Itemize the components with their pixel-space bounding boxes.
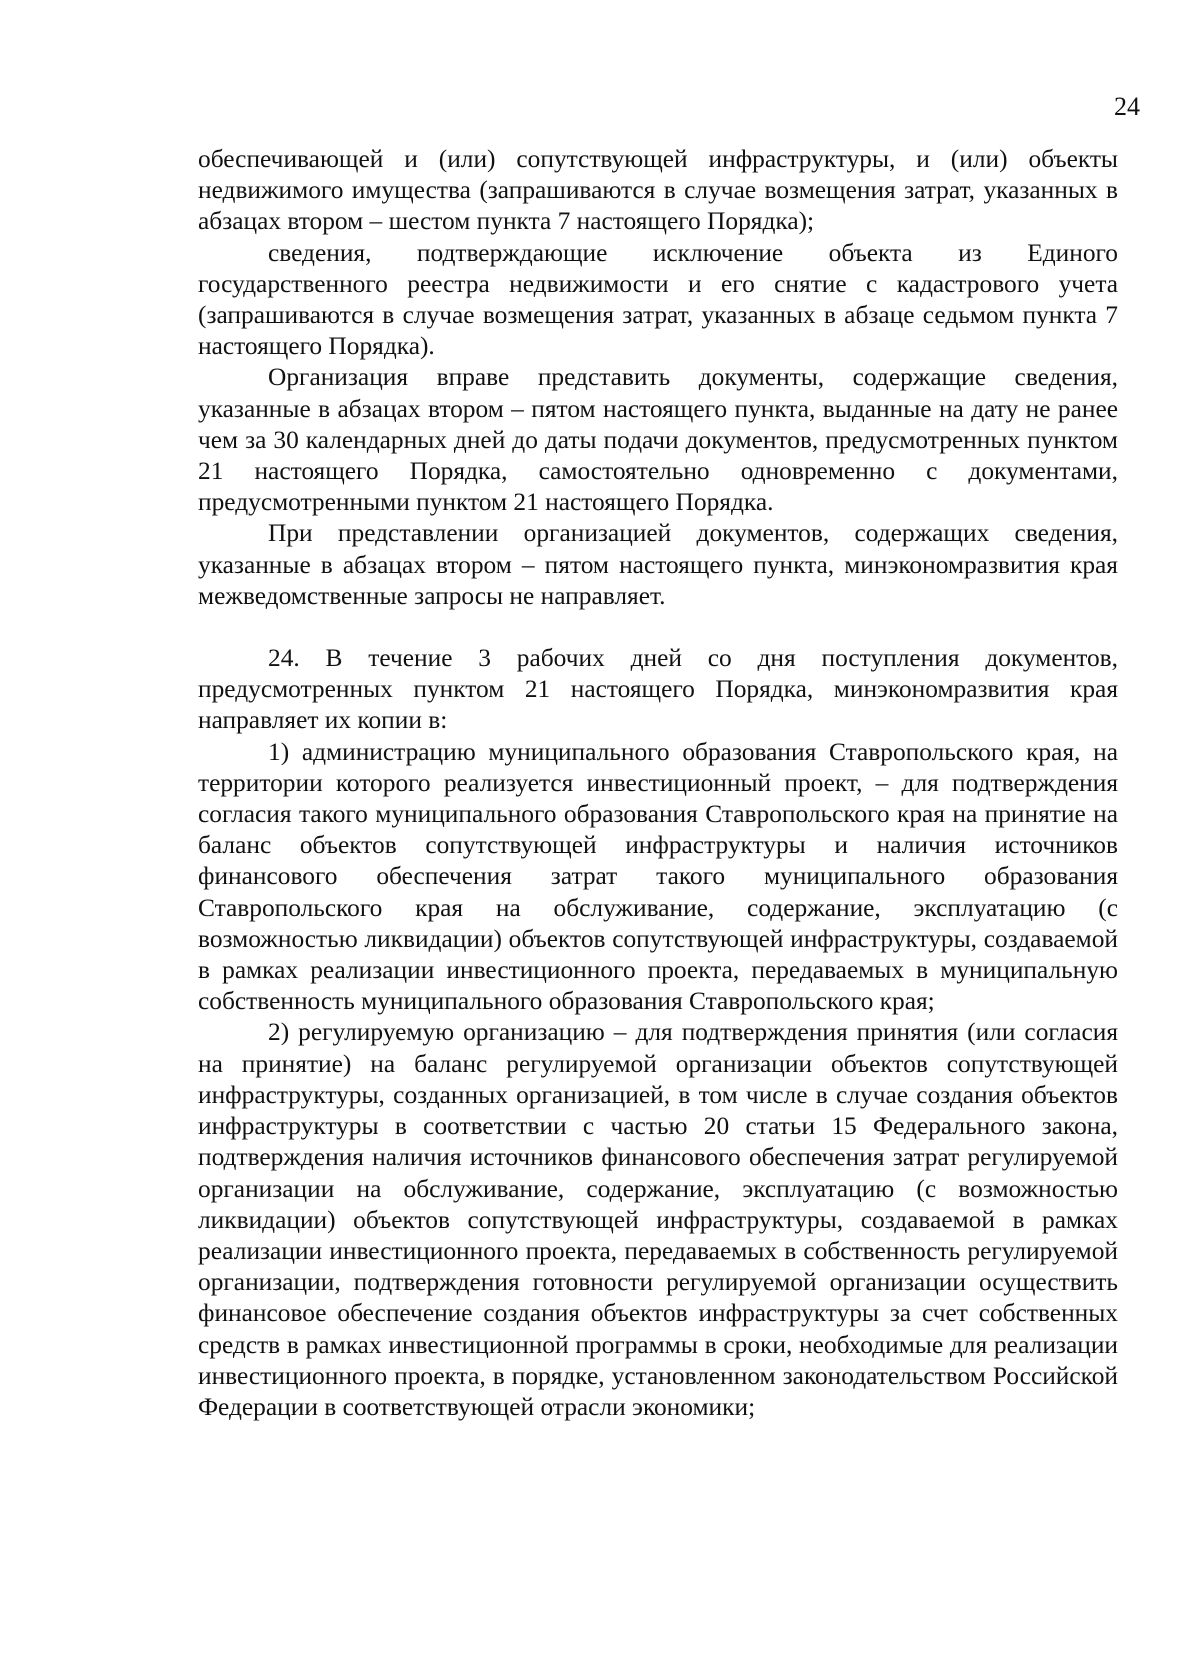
paragraph: сведения, подтверждающие исключение объекта из Единого государственного реестра недвижимости и его снятие с кадастрового учета (запрашиваются в случае возмещения затрат, указанных в абзаце седьмом пункта 7 настоящего Порядка). (198, 238, 1118, 361)
page-number: 24 (1114, 92, 1140, 121)
paragraph: 1) администрацию муниципального образования Ставропольского края, на территории которого реализуется инвестиционный проект, – для подтверждения согласия такого муниципального образования Ставропольского края на принятие на баланс объектов сопутствующей инфраструктуры и наличия источников финансового обеспечения затрат такого муниципального образования Ставропольского края на обслуживание, содержание, эксплуатацию (с возможностью ликвидации) объектов сопутствующей инфраструктуры, создаваемой в рамках реализации инвестиционного проекта, передаваемых в муниципальную собственность муниципального образования Ставропольского края; (198, 737, 1118, 1016)
paragraph: Организация вправе представить документы, содержащие сведения, указанные в абзацах втором – пятом настоящего пункта, выданные на дату не ранее чем за 30 календарных дней до даты подачи документов, предусмотренных пунктом 21 настоящего Порядка, самостоятельно одновременно с документами, предусмотренными пунктом 21 настоящего Порядка. (198, 363, 1118, 517)
paragraph: 2) регулируемую организацию – для подтверждения принятия (или согласия на принятие) на баланс регулируемой организации объектов сопутствующей инфраструктуры, созданных организацией, в том числе в случае создания объектов инфраструктуры в соответствии с частью 20 статьи 15 Федерального закона, подтверждения наличия источников финансового обеспечения затрат регулируемой организации на обслуживание, содержание, эксплуатацию (с возможностью ликвидации) объектов сопутствующей инфраструктуры, создаваемой в рамках реализации инвестиционного проекта, передаваемых в собственность регулируемой организации, подтверждения готовности регулируемой организации осуществить финансовое обеспечение создания объектов инфраструктуры за счет собственных средств в рамках инвестиционной программы в сроки, необходимые для реализации инвестиционного проекта, в порядке, установленном законодательством Российской Федерации в соответствующей отрасли экономики; (198, 1018, 1118, 1421)
paragraph: 24. В течение 3 рабочих дней со дня поступления документов, предусмотренных пунктом 21 настоящего Порядка, минэкономразвития края направляет их копии в: (198, 644, 1118, 735)
paragraph: При представлении организацией документов, содержащих сведения, указанные в абзацах втором – пятом настоящего пункта, минэкономразвития края межведомственные запросы не направляет. (198, 519, 1118, 610)
paragraph: обеспечивающей и (или) сопутствующей инфраструктуры, и (или) объекты недвижимого имущества (запрашиваются в случае возмещения затрат, указанных в абзацах втором – шестом пункта 7 настоящего Порядка); (198, 145, 1118, 236)
document-body (198, 144, 1118, 1423)
